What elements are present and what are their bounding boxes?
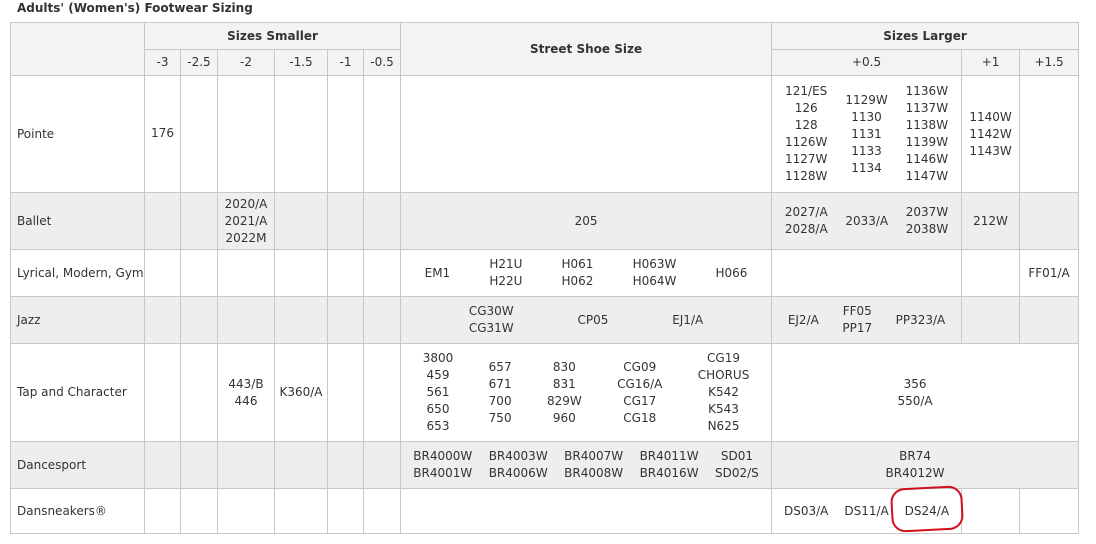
cell-multi <box>401 250 772 297</box>
row-label: Ballet <box>11 193 145 250</box>
cell-value: 212W <box>962 193 1020 250</box>
cell-value: 1129W 1130 1131 1133 1134 <box>845 92 888 175</box>
cell-value: H061 H062 <box>561 257 594 288</box>
row-label: Pointe <box>11 76 145 193</box>
table-row-jazz <box>11 297 1079 344</box>
cell-value: 657 671 700 750 <box>488 359 512 425</box>
cell-value <box>218 344 275 442</box>
cell-value: 1136W 1137W 1138W 1139W 1146W 1147W <box>905 84 949 183</box>
col-plus-1: +1 <box>962 50 1020 76</box>
cell-value <box>772 344 1079 442</box>
col-minus-2-5: -2.5 <box>181 50 218 76</box>
cell-value: DS03/A <box>784 503 829 518</box>
header-sizes-larger: Sizes Larger <box>772 23 1079 50</box>
table-row-ballet <box>11 193 1079 250</box>
col-minus-2: -2 <box>218 50 275 76</box>
cell-value: SD01 SD02/S <box>715 449 759 480</box>
header-sizes-smaller: Sizes Smaller <box>145 23 401 50</box>
cell-value: DS11/A <box>844 503 889 518</box>
cell-multi <box>401 297 772 344</box>
cell-value: H21U H22U <box>489 257 523 288</box>
col-plus-0-5: +0.5 <box>772 50 962 76</box>
cell-text: 443/B 446 <box>228 376 264 408</box>
cell-value: BR4000W BR4001W <box>413 449 473 480</box>
cell-value: H063W H064W <box>632 257 677 288</box>
cell-value: 2027/A 2028/A <box>784 205 828 236</box>
header-corner <box>11 23 145 76</box>
cell-text: BR74 BR4012W <box>885 449 945 480</box>
row-label: Tap and Character <box>11 344 145 442</box>
col-minus-3: -3 <box>145 50 181 76</box>
footwear-sizing-table <box>10 22 1079 534</box>
cell-value: EJ1/A <box>672 312 704 327</box>
cell-multi <box>401 442 772 489</box>
cell-text: 2020/A 2021/A 2022M <box>224 196 268 245</box>
table-row-lyrical <box>11 250 1079 297</box>
col-plus-1-5: +1.5 <box>1020 50 1079 76</box>
cell-value: CP05 <box>577 312 609 327</box>
cell-text: 1140W 1142W 1143W <box>969 109 1012 158</box>
cell-value: 830 831 829W 960 <box>546 359 582 425</box>
cell-value: BR4007W BR4008W <box>564 449 624 480</box>
cell-value: DS24/A <box>904 503 950 518</box>
cell-value: 205 <box>401 193 772 250</box>
row-label: Lyrical, Modern, Gym <box>11 250 145 297</box>
cell-value: 2033/A <box>845 213 889 228</box>
cell-value: H066 <box>715 265 748 280</box>
cell-value: EJ2/A <box>787 312 819 327</box>
cell-value <box>772 442 1079 489</box>
cell-value: FF05 PP17 <box>842 304 873 335</box>
row-label: Dansneakers® <box>11 489 145 534</box>
cell-value: CG19 CHORUS K542 K543 N625 <box>697 351 750 433</box>
cell-text: 356 550/A <box>897 376 933 408</box>
row-label: Jazz <box>11 297 145 344</box>
cell-multi <box>401 344 772 442</box>
table-row-pointe <box>11 76 1079 193</box>
cell-value: 2037W 2038W <box>905 205 949 236</box>
col-minus-0-5: -0.5 <box>364 50 401 76</box>
cell-value: BR4003W BR4006W <box>488 449 548 480</box>
cell-value: PP323/A <box>895 312 946 327</box>
cell-value: K360/A <box>275 344 328 442</box>
cell-value: CG09 CG16/A CG17 CG18 <box>617 359 663 425</box>
cell-value: FF01/A <box>1020 250 1079 297</box>
col-minus-1: -1 <box>328 50 364 76</box>
header-street-shoe-size: Street Shoe Size <box>401 23 772 76</box>
col-minus-1-5: -1.5 <box>275 50 328 76</box>
cell-value: 121/ES 126 128 1126W 1127W 1128W <box>785 84 828 183</box>
cell-multi <box>772 76 962 193</box>
cell-multi <box>772 297 962 344</box>
cell-value: CG30W CG31W <box>468 304 514 335</box>
red-circle-annotation <box>890 485 964 533</box>
table-row-tap <box>11 344 1079 442</box>
cell-value <box>218 193 275 250</box>
cell-value: 3800 459 561 650 653 <box>422 351 454 433</box>
cell-value: EM1 <box>424 265 451 280</box>
table-row-dancesport <box>11 442 1079 489</box>
row-label: Dancesport <box>11 442 145 489</box>
cell-value: BR4011W BR4016W <box>639 449 699 480</box>
cell-value: 176 <box>145 76 181 193</box>
cell-value <box>962 76 1020 193</box>
cell-multi <box>772 193 962 250</box>
table-title: Adults' (Women's) Footwear Sizing <box>17 1 253 15</box>
